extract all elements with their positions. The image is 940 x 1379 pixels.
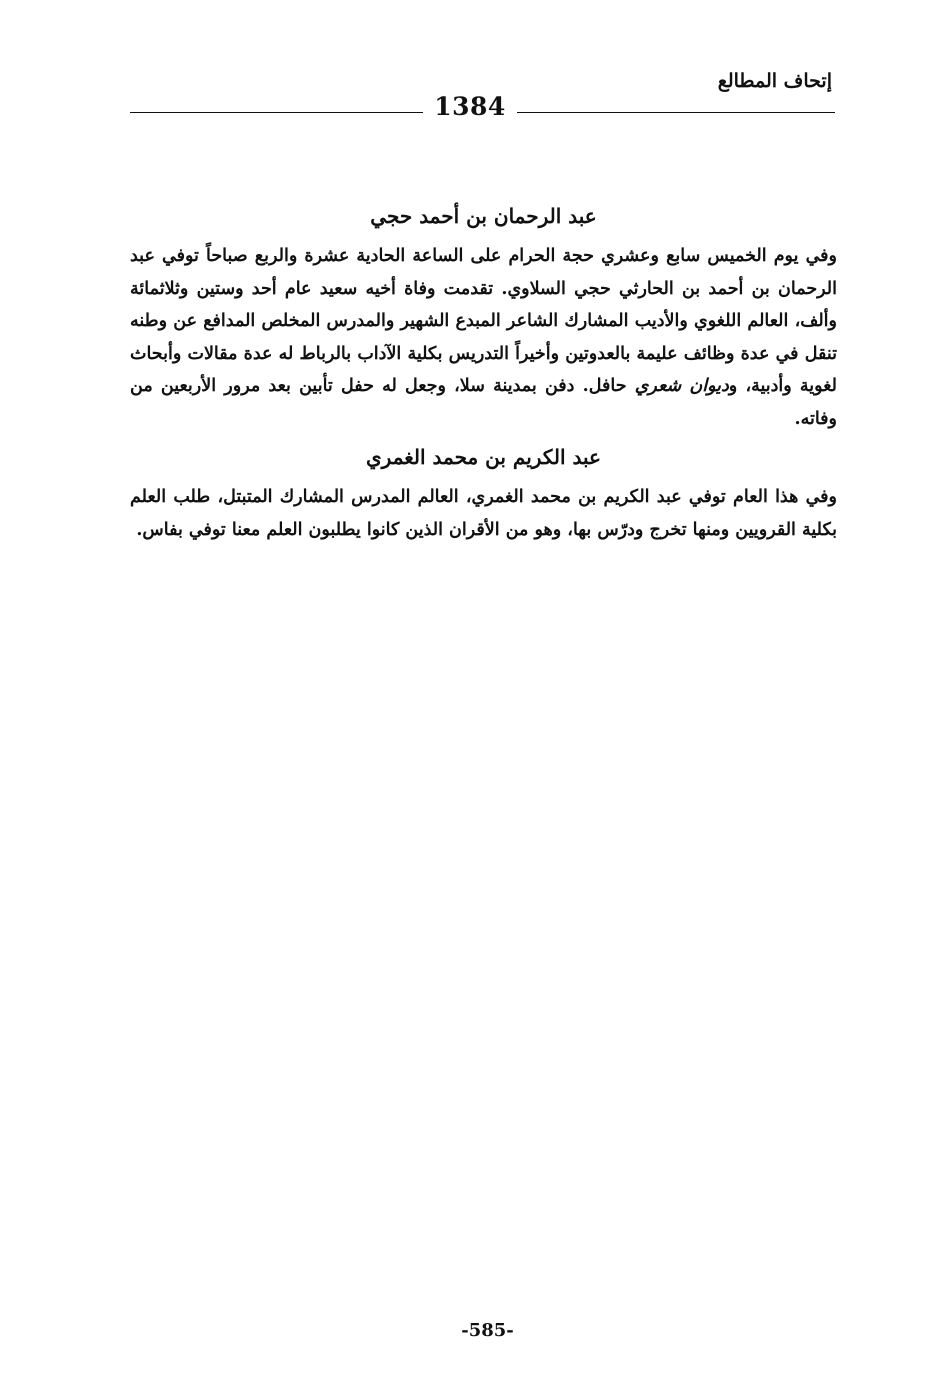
header-rule-right <box>517 112 835 113</box>
entry-paragraph-abd-al-rahman <box>130 240 837 435</box>
entry-text-part-1: وفي يوم الخميس سابع وعشري حجة الحرام على الساعة الحادية عشرة والربع صباحاً توفي عبد الرحمان بن أحمد بن الحارثي حجي السلاوي. تقدمت وفاة أخيه سعيد عام أحد وستين وثلاثمائة وألف، العالم اللغوي والأديب المشارك الشاعر المبدع الشهير والمدرس المخلص المدافع عن وطنه تنقل في عدة وظائف عليمة بالعدوتين وأخيراً التدريس بكلية الآداب بالرباط له عدة مقالات وأبحاث لغوية وأدبية، و <box>130 246 837 396</box>
page-number: -585- <box>461 1320 514 1341</box>
header-rule-left <box>130 112 423 113</box>
diwan-title-italic: ديوان شعري <box>634 376 729 396</box>
year-number: 1384 <box>434 92 506 121</box>
running-head-book-title: إتحاف المطالع <box>717 70 832 92</box>
page-body <box>130 196 837 546</box>
entry-title-abd-al-karim: عبد الكريم بن محمد الغمري <box>366 445 601 469</box>
entry-paragraph-abd-al-karim: وفي هذا العام توفي عبد الكريم بن محمد الغمري، العالم المدرس المشارك المتبتل، طلب العلم بكلية القرويين ومنها تخرج ودرّس بها، وهو من الأقران الذين كانوا يطلبون العلم معنا توفي بفاس. <box>130 487 837 540</box>
year-header <box>130 92 835 132</box>
entry-title-abd-al-rahman: عبد الرحمان بن أحمد حجي <box>370 204 597 228</box>
entry-text-part-2: حافل. دفن بمدينة سلا، وجعل له حفل تأبين بعد مرور الأربعين من وفاته. <box>130 376 837 429</box>
